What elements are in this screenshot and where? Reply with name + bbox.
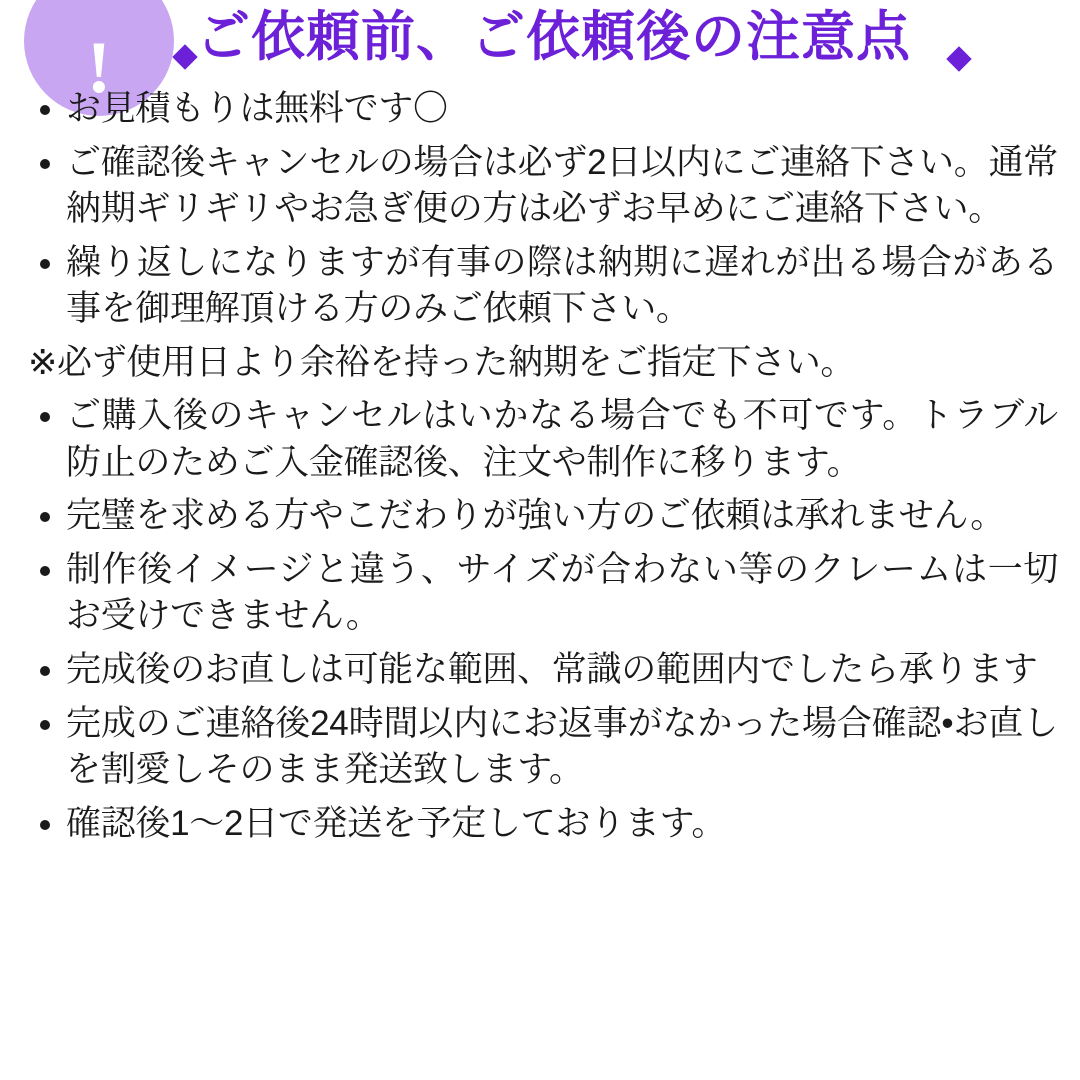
diamond-left-icon	[172, 44, 197, 69]
exclamation-mark: !	[86, 26, 112, 109]
notes-list	[22, 86, 1058, 847]
list-item: お見積もりは無料です〇	[22, 86, 1058, 133]
list-item: 完璧を求める方やこだわりが強い方のご依頼は承れません。	[22, 493, 1058, 540]
list-item: ※必ず使用日より余裕を持った納期をご指定下さい。	[28, 342, 856, 382]
list-item: ご確認後キャンセルの場合は必ず2日以内にご連絡下さい。通常納期ギリギリやお急ぎ便の方は必ずお早めにご連絡下さい。	[22, 140, 1058, 233]
list-item: 制作後イメージと違う、サイズが合わない等のクレームは一切お受けできません。	[22, 547, 1058, 640]
list-item: 確認後1〜2日で発送を予定しております。	[22, 801, 1058, 848]
diamond-right-icon	[946, 46, 971, 71]
list-item: ご購入後のキャンセルはいかなる場合でも不可です。トラブル防止のためご入金確認後、注文や制作に移ります。	[22, 393, 1058, 486]
page-title: ご依頼前、ご依頼後の注意点	[196, 7, 911, 67]
list-item: 繰り返しになりますが有事の際は納期に遅れが出る場合がある事を御理解頂ける方のみご依頼下さい。	[22, 240, 1058, 333]
notes-section	[0, 86, 1080, 854]
list-item: 完成のご連絡後24時間以内にお返事がなかった場合確認•お直しを割愛しそのまま発送致します。	[22, 701, 1058, 794]
list-item: 完成後のお直しは可能な範囲、常識の範囲内でしたら承ります	[22, 647, 1058, 694]
